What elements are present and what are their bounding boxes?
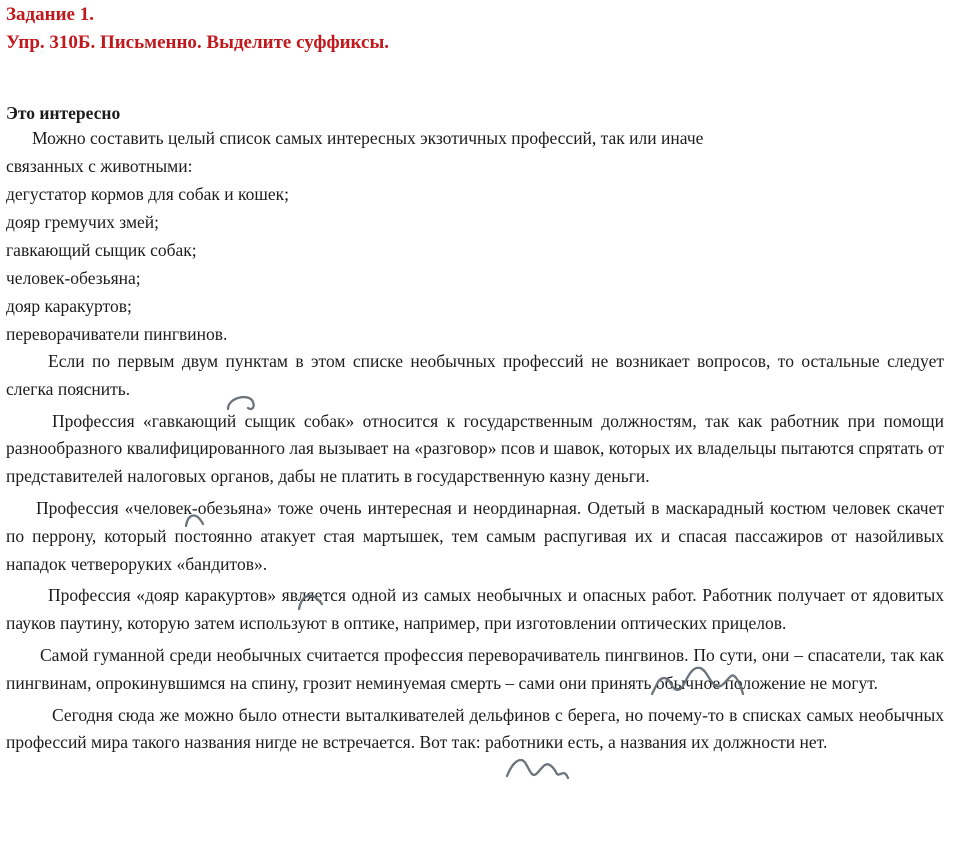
- list-item: человек-обезьяна;: [6, 268, 141, 288]
- paragraph: Если по первым двум пунктам в этом списке необычных профессий не возникает вопросов, то остальные следует слегка пояснить.: [6, 351, 944, 399]
- intro-line: связанных с животными:: [6, 156, 193, 176]
- list-item: переворачиватели пингвинов.: [6, 324, 228, 344]
- paragraph: Профессия «гавкающий сыщик собак» относится к государственным должностям, так как работник при помощи разнообразного квалифицированного лая вызывает на «разговор» псов и шавок, которых их владельцы пытаются спрятать от представителей налоговых органов, дабы не платить в государственную казну деньги.: [6, 410, 944, 487]
- section-heading: Это интересно: [6, 103, 121, 123]
- paragraph: Сегодня сюда же можно было отнести выталкивателей дельфинов с берега, но почему-то в списках самых необычных профессий мира такого названия нигде не встречается. Вот так: работники есть, а названия их должности нет.: [6, 704, 944, 753]
- document-page: [6, 0, 946, 757]
- list-item: гавкающий сыщик собак;: [6, 240, 197, 260]
- list-item: дояр каракуртов;: [6, 296, 132, 316]
- suffix-mark-vytalkivateley: [507, 760, 568, 778]
- list-item: дегустатор кормов для собак и кошек;: [6, 184, 289, 204]
- intro-line: Можно составить целый список самых интересных экзотичных профессий, так или иначе: [32, 128, 704, 148]
- paragraph: Профессия «человек-обезьяна» тоже очень интересная и неординарная. Одетый в маскарадный костюм человек скачет по перрону, который постоянно атакует стая мартышек, тем самым распугивая их и спасая пассажиров от назойливых нападок четвероруких «бандитов».: [6, 497, 944, 574]
- list-item: дояр гремучих змей;: [6, 212, 160, 232]
- paragraph: Самой гуманной среди необычных считается профессия переворачиватель пингвинов. По сути, они – спасатели, так как пингвинам, опрокинувшимся на спину, грозит неминуемая смерть – сами они принять обычное положение не могут.: [6, 644, 944, 693]
- task-title: Задание 1.: [6, 4, 94, 25]
- exercise-title: Упр. 310Б. Письменно. Выделите суффиксы.: [6, 32, 390, 53]
- paragraph: Профессия «дояр каракуртов» является одной из самых необычных и опасных работ. Работник получает от ядовитых пауков паутину, которую затем используют в оптике, например, при изготовлении оптических прицелов.: [6, 585, 944, 634]
